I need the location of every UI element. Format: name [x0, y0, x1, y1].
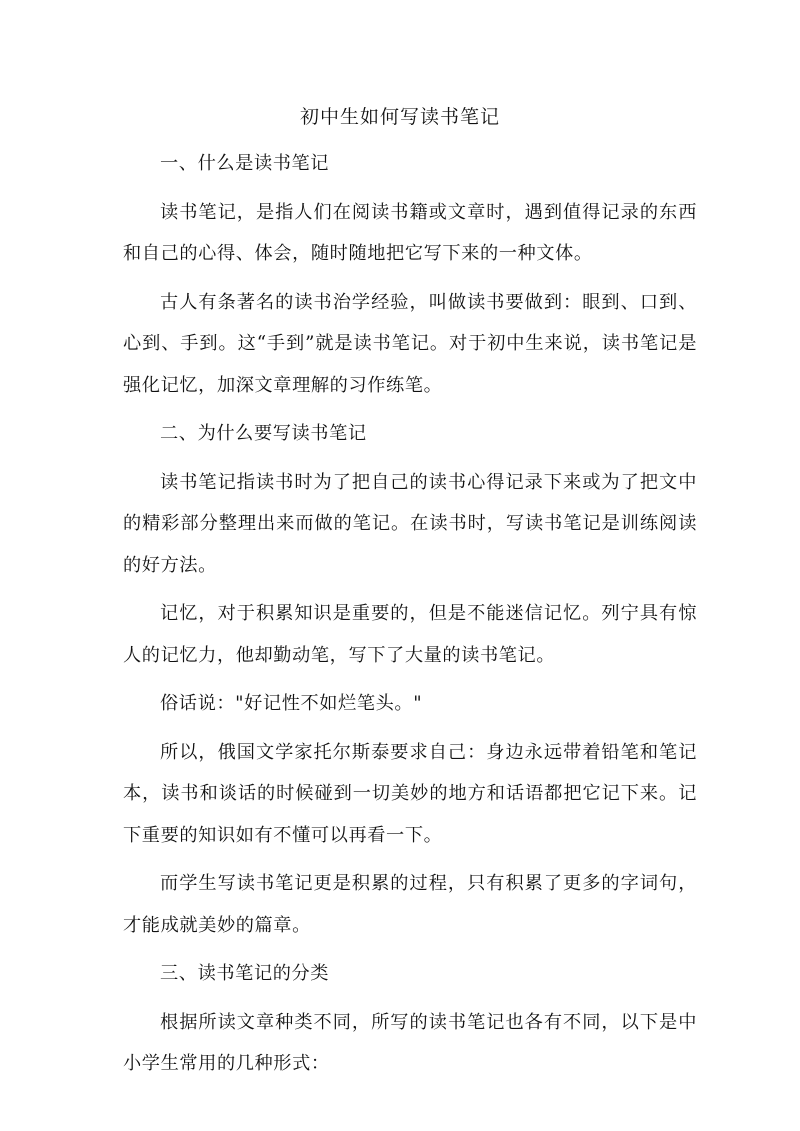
paragraph: 读书笔记，是指人们在阅读书籍或文章时，遇到值得记录的东西和自己的心得、体会，随时随地把它写下来的一种文体。: [123, 201, 697, 264]
paragraph: 根据所读文章种类不同，所写的读书笔记也各有不同，以下是中小学生常用的几种形式：: [123, 1011, 697, 1074]
section-heading-1: 一、什么是读书笔记: [160, 153, 330, 174]
document-body: [123, 143, 697, 1092]
paragraph: 而学生写读书笔记更是积累的过程，只有积累了更多的字词句，才能成就美妙的篇章。: [123, 873, 697, 936]
section-heading-2: 二、为什么要写读书笔记: [160, 423, 367, 444]
paragraph: 古人有条著名的读书治学经验，叫做读书要做到：眼到、口到、心到、手到。这“手到”就是读书笔记。对于初中生来说，读书笔记是强化记忆，加深文章理解的习作练笔。: [123, 291, 697, 396]
paragraph: 俗话说："好记性不如烂笔头。": [160, 693, 423, 714]
paragraph: 所以，俄国文学家托尔斯泰要求自己：身边永远带着铅笔和笔记本，读书和谈话的时候碰到一切美妙的地方和话语都把它记下来。记下重要的知识如有不懂可以再看一下。: [123, 741, 697, 846]
paragraph: 记忆，对于积累知识是重要的，但是不能迷信记忆。列宁具有惊人的记忆力，他却勤动笔，写下了大量的读书笔记。: [123, 603, 697, 666]
section-heading-3: 三、读书笔记的分类: [160, 963, 330, 984]
document-title: 初中生如何写读书笔记: [299, 106, 500, 128]
paragraph: 读书笔记指读书时为了把自己的读书心得记录下来或为了把文中的精彩部分整理出来而做的笔记。在读书时，写读书笔记是训练阅读的好方法。: [123, 471, 697, 576]
